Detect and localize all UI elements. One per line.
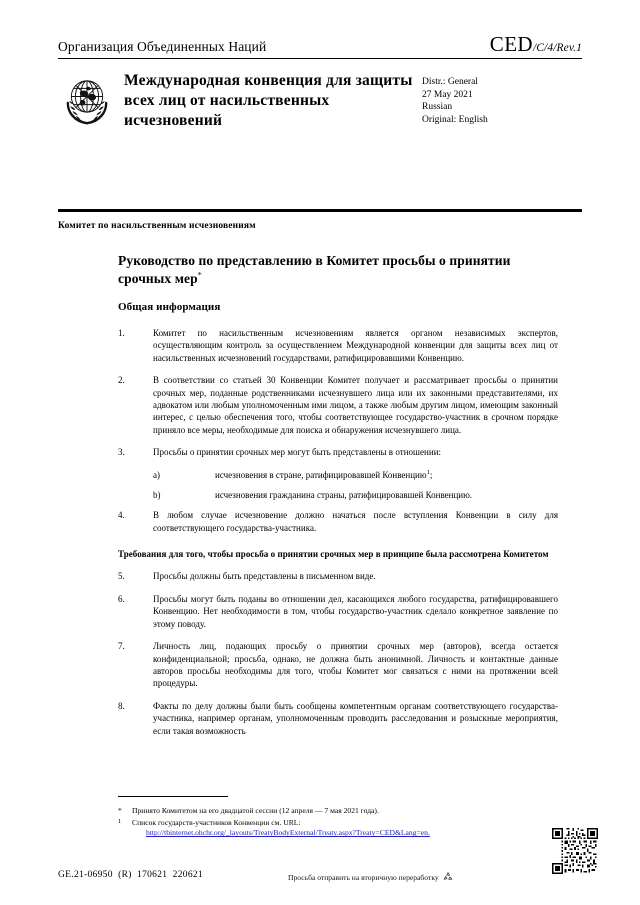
list-item-b	[118, 489, 558, 501]
page-title-text: Руководство по представлению в Комитет просьбы о принятии срочных мер	[118, 253, 511, 286]
paragraph-text: Просьбы о принятии срочных мер могут быть представлены в отношении:	[153, 447, 442, 458]
distribution-block	[422, 69, 582, 126]
footnotes	[118, 806, 558, 840]
recycle-text: Просьба отправить на вторичную переработку	[288, 872, 439, 882]
paragraph-4	[118, 509, 558, 534]
footnote-divider	[118, 796, 228, 797]
list-item-letter: a)	[153, 469, 160, 480]
list-item-letter: b)	[153, 490, 161, 501]
paragraph-number: 8.	[118, 700, 125, 711]
convention-title: Международная конвенция для защиты всех лиц от насильственных исчезновений	[124, 72, 413, 129]
paragraph-number: 5.	[118, 571, 125, 582]
paragraph-2	[118, 374, 558, 436]
recycle-icon	[442, 871, 454, 883]
footnote-text: Список государств-участников Конвенции см. URL:	[132, 817, 301, 827]
organization-name: Организация Объединенных Наций	[58, 39, 267, 54]
paragraph-text: Комитет по насильственным исчезновениям является органом независимых экспертов, осуществляющим контроль за осуществлением Международной конвенции для защиты всех лиц от насильственных исчезновений государствами, ратифицировавшими Конвенцию.	[153, 328, 558, 363]
paragraph-text: Просьбы должны быть представлены в письменном виде.	[153, 571, 376, 582]
title-footnote-marker: *	[197, 270, 202, 280]
header-divider	[58, 58, 582, 59]
masthead	[58, 34, 582, 131]
paragraph-3	[118, 446, 558, 458]
paragraph-number: 6.	[118, 593, 125, 604]
paragraph-number: 3.	[118, 447, 125, 458]
paragraph-number: 7.	[118, 641, 125, 652]
original-language: Original: English	[422, 114, 488, 125]
recycle-notice	[288, 871, 454, 883]
list-item-tail: ;	[429, 469, 433, 480]
distribution-type: Distr.: General	[422, 77, 478, 87]
qr-code	[552, 828, 598, 874]
page-title	[118, 252, 558, 288]
footnote-url-link[interactable]: http://tbinternet.ohchr.org/_layouts/TreatyBodyExternal/Treaty.aspx?Treaty=CED&Lang=en.	[146, 828, 430, 838]
paragraph-text: Просьбы могут быть поданы во отношении дел, касающихся любого государства, ратифицировавшего Конвенцию. Нет необходимости в том, чтобы государство-участник сделало конкретное заявление по этому поводу.	[153, 593, 558, 629]
document-date: 27 May 2021	[422, 89, 473, 100]
paragraph-8	[118, 700, 558, 737]
job-number: GE.21-06950 (R) 170621 220621	[58, 870, 203, 880]
footnote-asterisk	[118, 806, 558, 817]
un-emblem	[58, 71, 116, 129]
list-item-a	[118, 469, 558, 481]
paragraph-1	[118, 327, 558, 364]
document-symbol-suffix: /C/4/Rev.1	[532, 42, 582, 54]
paragraph-text: Факты по делу должны были быть сообщены компетентным органам соответствующего государства-участника, например органам, уполномоченным проводить расследования и розыскные мероприятия, если такая возможность	[153, 700, 558, 736]
paragraph-number: 4.	[118, 510, 125, 521]
title-row	[58, 69, 582, 131]
section-divider	[58, 209, 582, 212]
footnote-marker: 1	[118, 817, 122, 825]
document-symbol	[490, 34, 582, 55]
footnote-1	[118, 818, 558, 839]
committee-name: Комитет по насильственным исчезновениям	[58, 221, 256, 231]
list-item-text: исчезновения гражданина страны, ратифицировавшей Конвенцию.	[215, 490, 473, 501]
document-language: Russian	[422, 102, 453, 113]
document-symbol-main: CED	[489, 32, 533, 56]
footnote-marker: *	[118, 806, 122, 815]
section-heading-requirements: Требования для того, чтобы просьба о принятии срочных мер в принципе была рассмотрена Комитетом	[118, 549, 549, 560]
paragraph-7	[118, 640, 558, 690]
footnote-ref-1: 1	[426, 468, 430, 476]
paragraph-text: В любом случае исчезновение должно начаться после вступления Конвенции в силу для соответствующего государства-участника.	[153, 510, 558, 533]
organization-line	[58, 34, 582, 58]
list-item-text: исчезновения в стране, ратифицировавшей Конвенцию	[215, 469, 427, 480]
paragraph-text: Личность лиц, подающих просьбу о принятии срочных мер (авторов), всегда остается конфиденциальной; просьба, однако, не должна быть анонимной. Личность и контактные данные авторов просьбы необходимы для того, чтобы Комитет мог связаться с ними на протяжении всей процедуры.	[153, 641, 558, 689]
document-body	[118, 300, 558, 747]
paragraph-6	[118, 593, 558, 630]
paragraph-number: 1.	[118, 328, 125, 338]
paragraph-number: 2.	[118, 375, 125, 386]
paragraph-text: В соответствии со статьей 30 Конвенции Комитет получает и рассматривает просьбы о принятии срочных мер, поданные родственниками исчезнувшего лица или их законными представителями, их адвокатом или любым уполномоченным ими лицом, а также любым другим лицом, имеющим законный интерес, с целью обеспечения того, чтобы соответствующее государство-участник в срочном порядке приняло все меры, необходимые для поиска и обнаружения исчезнувшего лица.	[153, 375, 558, 435]
footnote-text: Принято Комитетом на его двадцатой сессии (12 апреля — 7 мая 2021 года).	[132, 806, 379, 815]
paragraph-5	[118, 570, 558, 582]
section-heading-general: Общая информация	[118, 301, 221, 313]
